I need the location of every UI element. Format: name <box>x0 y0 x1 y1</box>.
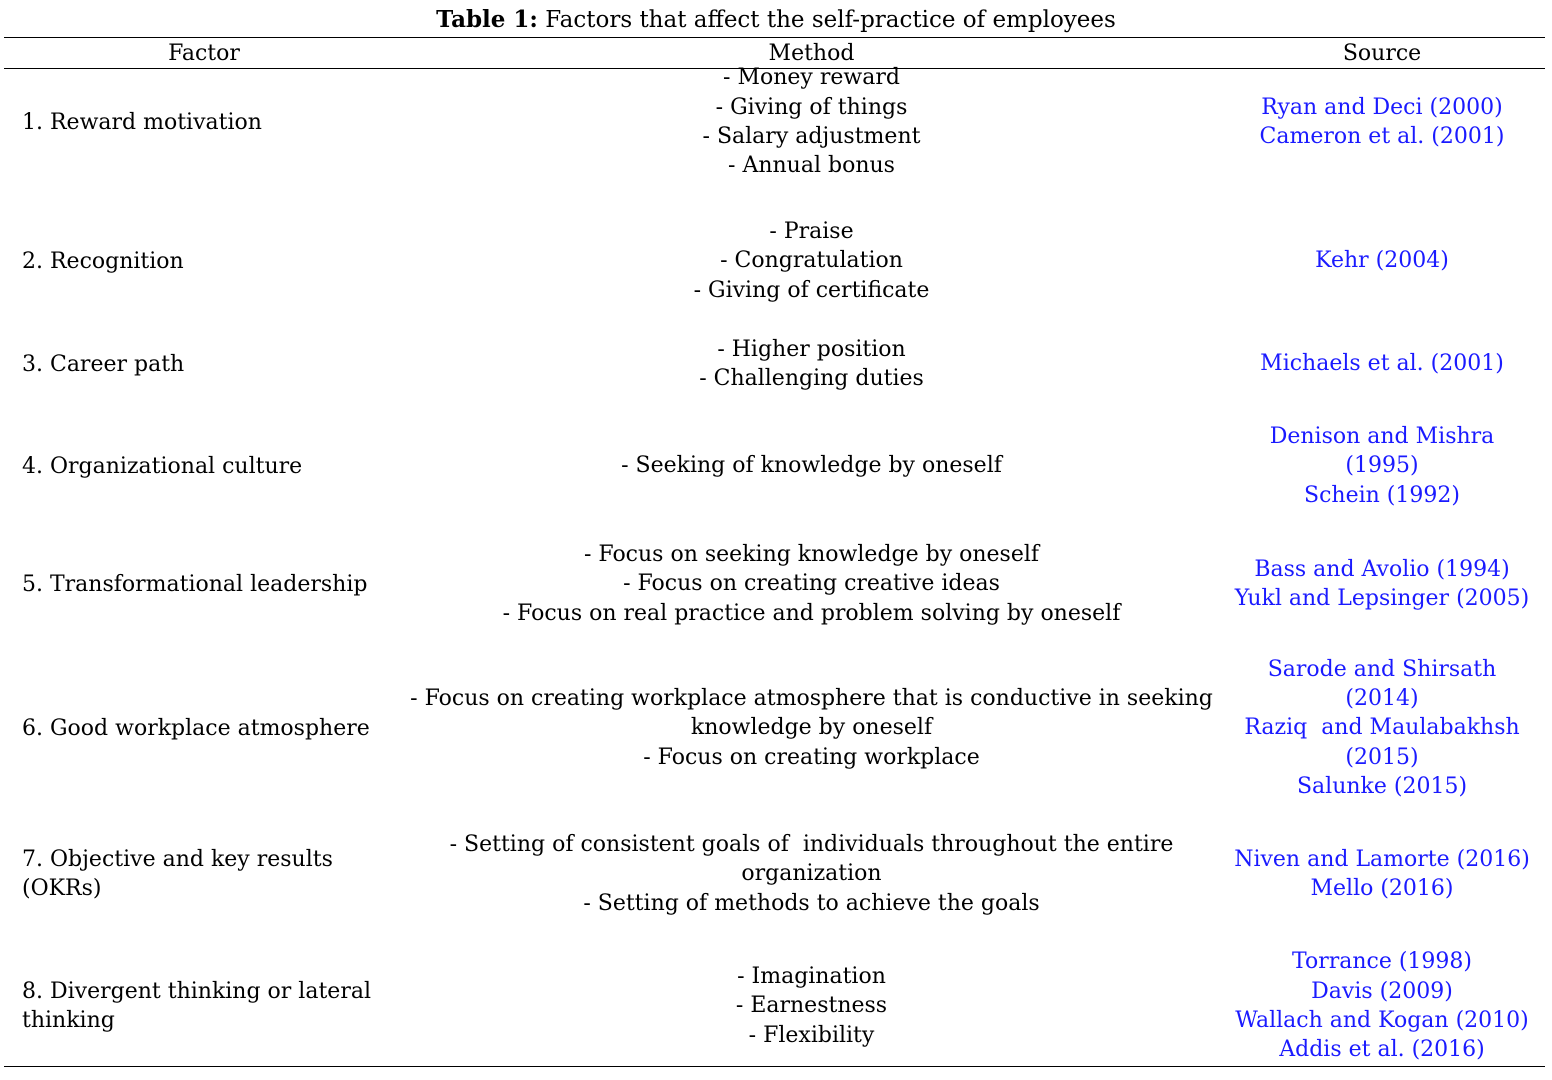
factor-line: (OKRs) <box>22 876 102 901</box>
factor-line: 3. Career path <box>22 351 185 377</box>
table-row <box>4 420 1545 512</box>
source-line: Kehr (2004) <box>1315 248 1449 274</box>
method-line: - Seeking of knowledge by oneself <box>621 453 1002 479</box>
method-cell <box>404 655 1219 801</box>
table-row <box>4 830 1545 918</box>
factor-cell <box>22 538 402 630</box>
factor-cell <box>22 217 402 305</box>
factor-line: 1. Reward motivation <box>22 109 262 135</box>
method-line: organization <box>741 861 882 887</box>
method-line: - Focus on real practice and problem solving by oneself <box>502 600 1121 626</box>
table-caption-label: Table 1: <box>436 6 538 33</box>
method-cell <box>404 947 1219 1065</box>
factor-line: 2. Recognition <box>22 248 184 274</box>
method-line: - Money reward <box>723 65 900 91</box>
method-line: - Praise <box>769 219 854 245</box>
factor-cell <box>22 830 402 918</box>
source-line: Salunke (2015) <box>1296 773 1468 799</box>
method-line: - Focus on creating creative ideas <box>623 571 1000 597</box>
factor-line: 5. Transformational leadership <box>22 571 368 597</box>
source-line: Denison and Mishra <box>1269 424 1495 450</box>
source-line: Niven and Lamorte (2016) <box>1234 846 1530 872</box>
method-line: knowledge by oneself <box>690 715 933 741</box>
factor-line: 7. Objective and key results <box>22 847 333 872</box>
factor-line: thinking <box>22 1008 115 1033</box>
method-line: - Congratulation <box>720 248 903 274</box>
source-line: Schein (1992) <box>1304 482 1460 508</box>
table-row <box>4 334 1545 394</box>
table-row <box>4 655 1545 801</box>
source-line: Torrance (1998) <box>1291 949 1473 975</box>
method-cell <box>404 334 1219 394</box>
factor-cell <box>22 655 402 801</box>
source-line: Addis et al. (2016) <box>1279 1037 1485 1063</box>
top-rule <box>4 37 1545 38</box>
method-cell <box>404 538 1219 630</box>
factor-line: 8. Divergent thinking or lateral <box>22 979 371 1004</box>
source-cell <box>1222 217 1542 305</box>
source-cell <box>1222 334 1542 394</box>
source-cell <box>1222 830 1542 918</box>
method-cell <box>404 65 1219 179</box>
method-cell <box>404 217 1219 305</box>
source-line: Yukl and Lepsinger (2005) <box>1234 586 1530 611</box>
table-row <box>4 217 1545 305</box>
table-row <box>4 538 1545 630</box>
factor-cell <box>22 334 402 394</box>
table-caption-text: Factors that affect the self-practice of employees <box>537 7 1116 33</box>
header-factor: Factor <box>168 41 240 66</box>
source-cell <box>1222 71 1542 173</box>
method-line: - Salary adjustment <box>702 124 921 149</box>
method-line: - Challenging duties <box>699 366 924 391</box>
table-row <box>4 947 1545 1065</box>
method-cell <box>404 830 1219 918</box>
source-line: Mello (2016) <box>1310 876 1454 901</box>
factor-cell <box>22 420 402 512</box>
source-cell <box>1222 420 1542 512</box>
source-line: Wallach and Kogan (2010) <box>1235 1008 1529 1033</box>
bottom-rule <box>4 1066 1545 1067</box>
source-line: (2014) <box>1345 686 1419 712</box>
factor-cell <box>22 71 402 173</box>
source-line: Ryan and Deci (2000) <box>1261 94 1503 120</box>
method-line: - Imagination <box>737 964 886 990</box>
header-source: Source <box>1342 41 1422 66</box>
source-line: (1995) <box>1345 453 1419 479</box>
method-line: - Flexibility <box>748 1022 875 1048</box>
source-line: Raziq and Maulabakhsh <box>1244 715 1520 741</box>
factor-line: 6. Good workplace atmosphere <box>22 715 370 741</box>
source-line: (2015) <box>1345 744 1419 770</box>
source-line: Cameron et al. (2001) <box>1259 124 1505 149</box>
source-line: Bass and Avolio (1994) <box>1254 556 1510 582</box>
header-method: Method <box>768 41 855 66</box>
source-cell <box>1222 947 1542 1065</box>
source-line: Michaels et al. (2001) <box>1260 351 1504 377</box>
method-line: - Focus on creating workplace atmosphere that is conductive in seeking <box>410 686 1213 712</box>
method-line: - Higher position <box>717 336 906 362</box>
method-line: - Earnestness <box>735 993 888 1019</box>
method-line: - Giving of things <box>715 94 908 120</box>
method-line: - Annual bonus <box>728 153 895 179</box>
table-caption <box>0 4 1552 36</box>
source-cell <box>1222 655 1542 801</box>
method-line: - Giving of certificate <box>693 277 930 303</box>
method-line: - Setting of consistent goals of individuals throughout the entire <box>449 832 1174 858</box>
method-line: - Setting of methods to achieve the goals <box>583 890 1040 916</box>
factor-line: 4. Organizational culture <box>22 453 303 479</box>
table-row <box>4 65 1545 179</box>
source-line: Davis (2009) <box>1311 978 1453 1004</box>
method-line: - Focus on creating workplace <box>643 744 980 770</box>
method-line: - Focus on seeking knowledge by oneself <box>583 542 1040 568</box>
source-cell <box>1222 538 1542 630</box>
factor-cell <box>22 947 402 1065</box>
source-line: Sarode and Shirsath <box>1267 656 1497 682</box>
method-cell <box>404 420 1219 512</box>
